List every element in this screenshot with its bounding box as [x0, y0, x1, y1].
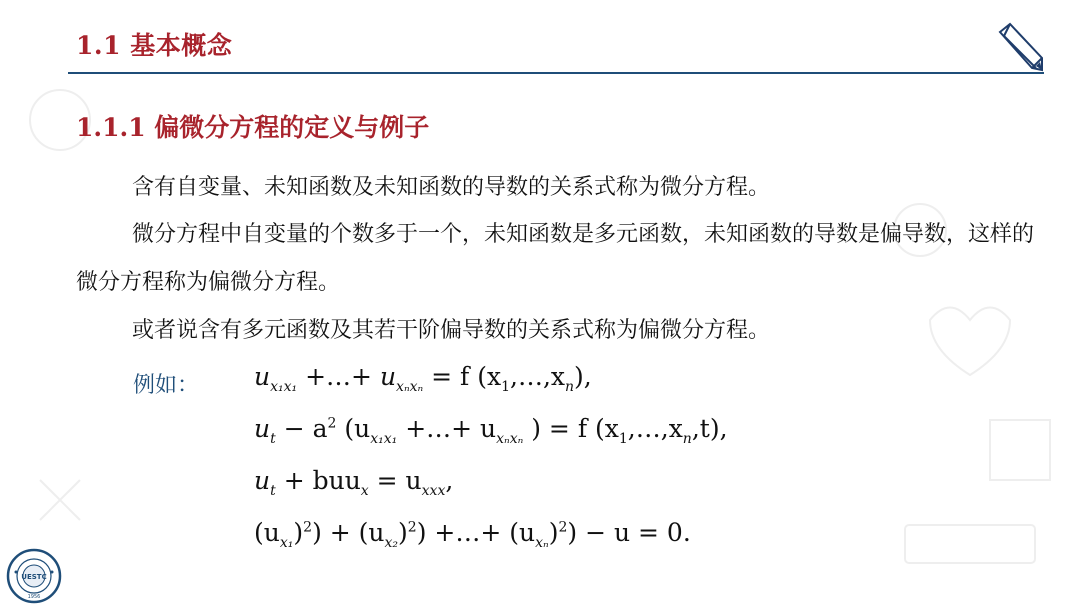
- equation-4: $(u_{x_1})^2) + (u_{x_2})^2$) +…+ $(u_{x_n})^2) - u = 0$.: [254, 518, 691, 551]
- section-title: 1.1 基本概念: [76, 31, 233, 60]
- paragraph-pde-explanation: 微分方程中自变量的个数多于一个，未知函数是多元函数，未知函数的导数是偏导数，这样的微分方程称为偏微分方程。: [76, 222, 1035, 295]
- pencil-icon: [990, 18, 1048, 76]
- equation-1: $u_{x_1x_1}$ +…+ $u_{x_nx_n} = f$ $(x_1,\dots,x_n)$,: [254, 362, 592, 395]
- paragraph-alternative-definition: 或者说含有多元函数及其若干阶偏导数的关系式称为偏微分方程。: [132, 318, 771, 343]
- svg-text:UESTC: UESTC: [21, 573, 47, 581]
- equation-3: $u_t + buu_x = u_{xxx}$,: [254, 466, 454, 499]
- svg-text:1956: 1956: [27, 594, 41, 600]
- subsection-title: 1.1.1 偏微分方程的定义与例子: [76, 113, 430, 142]
- example-label: 例如：: [133, 373, 200, 398]
- university-logo: [6, 548, 62, 604]
- paragraph-definition: 含有自变量、未知函数及未知函数的导数的关系式称为微分方程。: [132, 175, 771, 200]
- equation-2: $u_t - a^2$ ($u_{x_1x_1}$ +…+ $u_{x_nx_n}$ ) = f $(x_1,\dots,x_n,t)$,: [254, 414, 728, 447]
- header-rule: [68, 72, 1044, 74]
